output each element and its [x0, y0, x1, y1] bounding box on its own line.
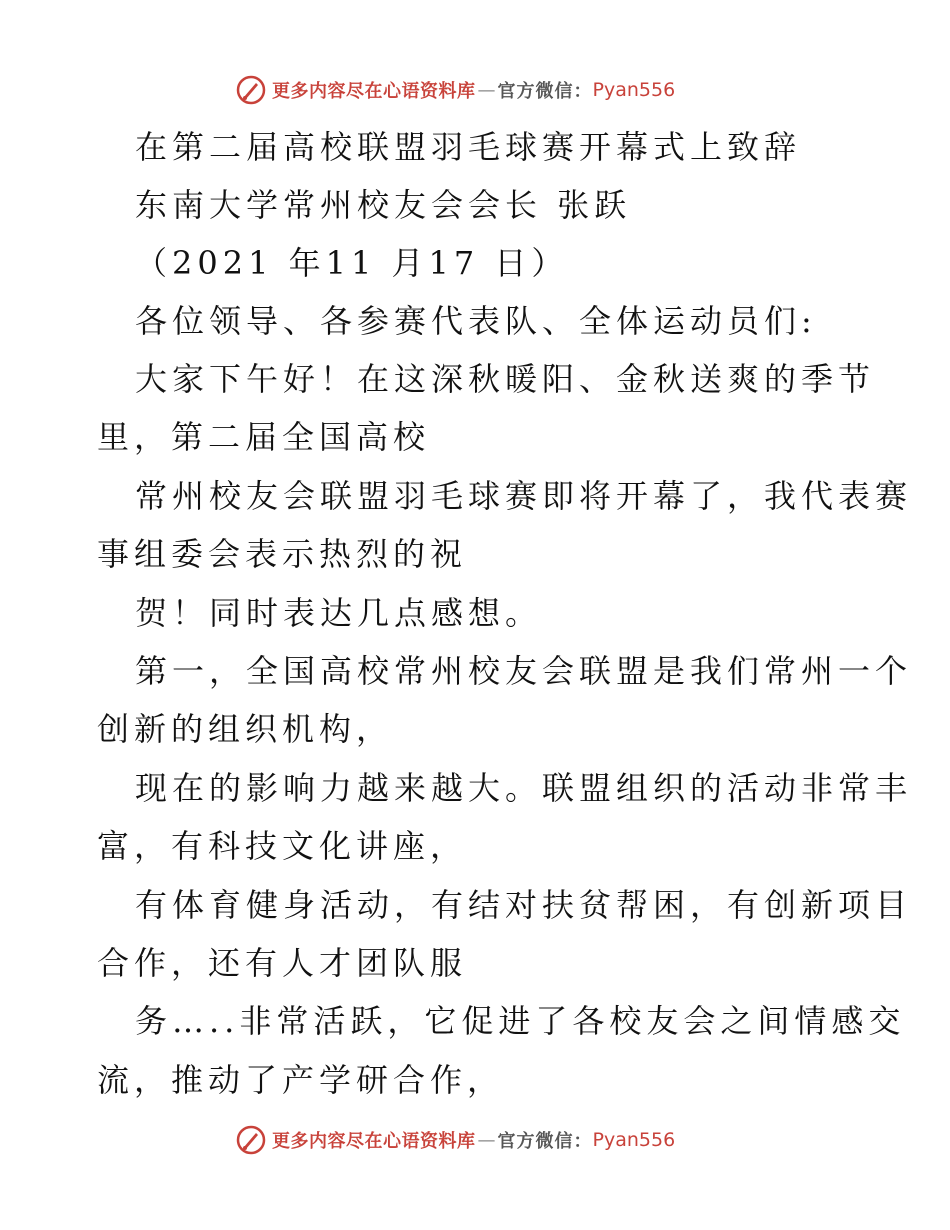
footer-watermark: [236, 1122, 675, 1158]
watermark-wechat-id: Pyan556: [592, 1129, 676, 1151]
watermark-text: 更多内容尽在心语资料库: [272, 1131, 476, 1152]
paragraph-line: 大家下午好！在这深秋暖阳、金秋送爽的季节: [135, 360, 876, 398]
quill-logo-icon: [236, 1125, 266, 1155]
paragraph-line: 有体育健身活动，有结对扶贫帮困，有创新项目: [135, 886, 913, 924]
document-title: 在第二届高校联盟羽毛球赛开幕式上致辞: [135, 128, 802, 166]
paragraph-line: 创新的组织机构，: [97, 710, 394, 748]
watermark-dash: —: [477, 1129, 496, 1151]
document-author: 东南大学常州校友会会长 张跃: [135, 186, 632, 224]
watermark-official-label: 官方微信：: [497, 81, 593, 102]
paragraph-line: 富，有科技文化讲座，: [97, 827, 468, 865]
paragraph-line: 现在的影响力越来越大。联盟组织的活动非常丰: [135, 769, 913, 807]
quill-logo-icon: [236, 75, 266, 105]
paragraph-line: 里，第二届全国高校: [97, 418, 431, 456]
watermark-text: 更多内容尽在心语资料库: [272, 81, 476, 102]
document-date: （2021 年11 月17 日）: [135, 244, 569, 282]
watermark-dash: —: [477, 79, 496, 101]
header-watermark: [236, 72, 675, 108]
paragraph-line: 流，推动了产学研合作，: [97, 1061, 505, 1099]
paragraph-line: 常州校友会联盟羽毛球赛即将开幕了，我代表赛: [135, 477, 913, 515]
paragraph-line: 第一，全国高校常州校友会联盟是我们常州一个: [135, 652, 913, 690]
paragraph-line: 事组委会表示热烈的祝: [97, 535, 468, 573]
paragraph-line: 合作，还有人才团队服: [97, 944, 468, 982]
document-salutation: 各位领导、各参赛代表队、全体运动员们:: [135, 302, 817, 340]
paragraph-line: 务…..非常活跃，它促进了各校友会之间情感交: [135, 1002, 906, 1040]
paragraph-line: 贺！同时表达几点感想。: [135, 594, 543, 632]
watermark-wechat-id: Pyan556: [592, 79, 676, 101]
watermark-official-label: 官方微信：: [497, 1131, 593, 1152]
